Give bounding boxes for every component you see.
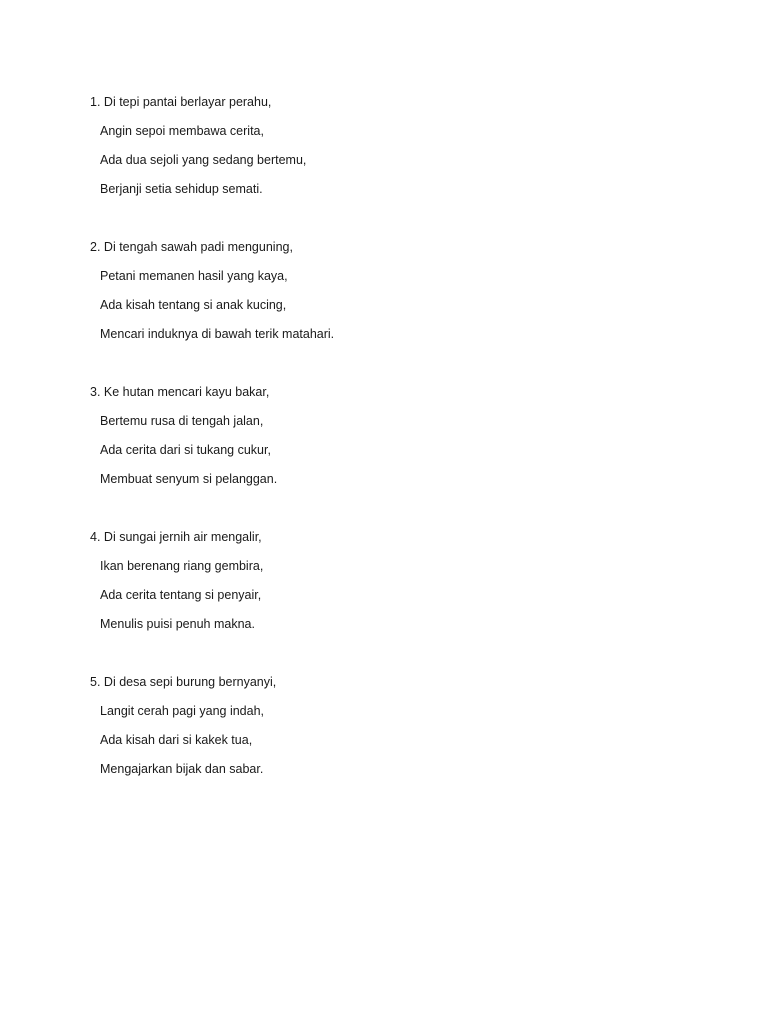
stanza-line: Ada kisah tentang si anak kucing, xyxy=(100,298,287,312)
stanza-number: 4. xyxy=(90,530,101,544)
stanza-number: 1. xyxy=(90,95,101,109)
stanza-number: 2. xyxy=(90,240,101,254)
stanza-line: Ada kisah dari si kakek tua, xyxy=(100,733,253,747)
stanza-line xyxy=(90,526,690,555)
stanza-4 xyxy=(90,526,690,642)
stanza-line: Ada cerita tentang si penyair, xyxy=(100,588,262,602)
stanza-line xyxy=(90,671,690,700)
stanza-line: Menulis puisi penuh makna. xyxy=(100,617,255,631)
stanza-3 xyxy=(90,381,690,497)
stanza-line: Angin sepoi membawa cerita, xyxy=(100,124,264,138)
stanza-number: 3. xyxy=(90,385,101,399)
line-text: Di tengah sawah padi menguning, xyxy=(103,240,293,254)
poem-list xyxy=(90,91,690,816)
stanza-line: Ada dua sejoli yang sedang bertemu, xyxy=(100,153,307,167)
stanza-line xyxy=(90,91,690,120)
stanza-line: Membuat senyum si pelanggan. xyxy=(100,472,278,486)
line-text: Ke hutan mencari kayu bakar, xyxy=(103,385,270,399)
stanza-line: Ada cerita dari si tukang cukur, xyxy=(100,443,271,457)
stanza-number: 5. xyxy=(90,675,101,689)
stanza-line xyxy=(90,236,690,265)
stanza-1 xyxy=(90,91,690,207)
stanza-line: Mencari induknya di bawah terik matahari. xyxy=(100,327,335,341)
line-text: Di tepi pantai berlayar perahu, xyxy=(103,95,272,109)
stanza-line: Ikan berenang riang gembira, xyxy=(100,559,264,573)
line-text: Di desa sepi burung bernyanyi, xyxy=(103,675,277,689)
stanza-line: Berjanji setia sehidup semati. xyxy=(100,182,263,196)
stanza-line: Petani memanen hasil yang kaya, xyxy=(100,269,288,283)
line-text: Di sungai jernih air mengalir, xyxy=(103,530,262,544)
stanza-line: Langit cerah pagi yang indah, xyxy=(100,704,265,718)
stanza-2 xyxy=(90,236,690,352)
stanza-5 xyxy=(90,671,690,787)
stanza-line xyxy=(90,381,690,410)
stanza-line: Mengajarkan bijak dan sabar. xyxy=(100,762,264,776)
stanza-line: Bertemu rusa di tengah jalan, xyxy=(100,414,264,428)
